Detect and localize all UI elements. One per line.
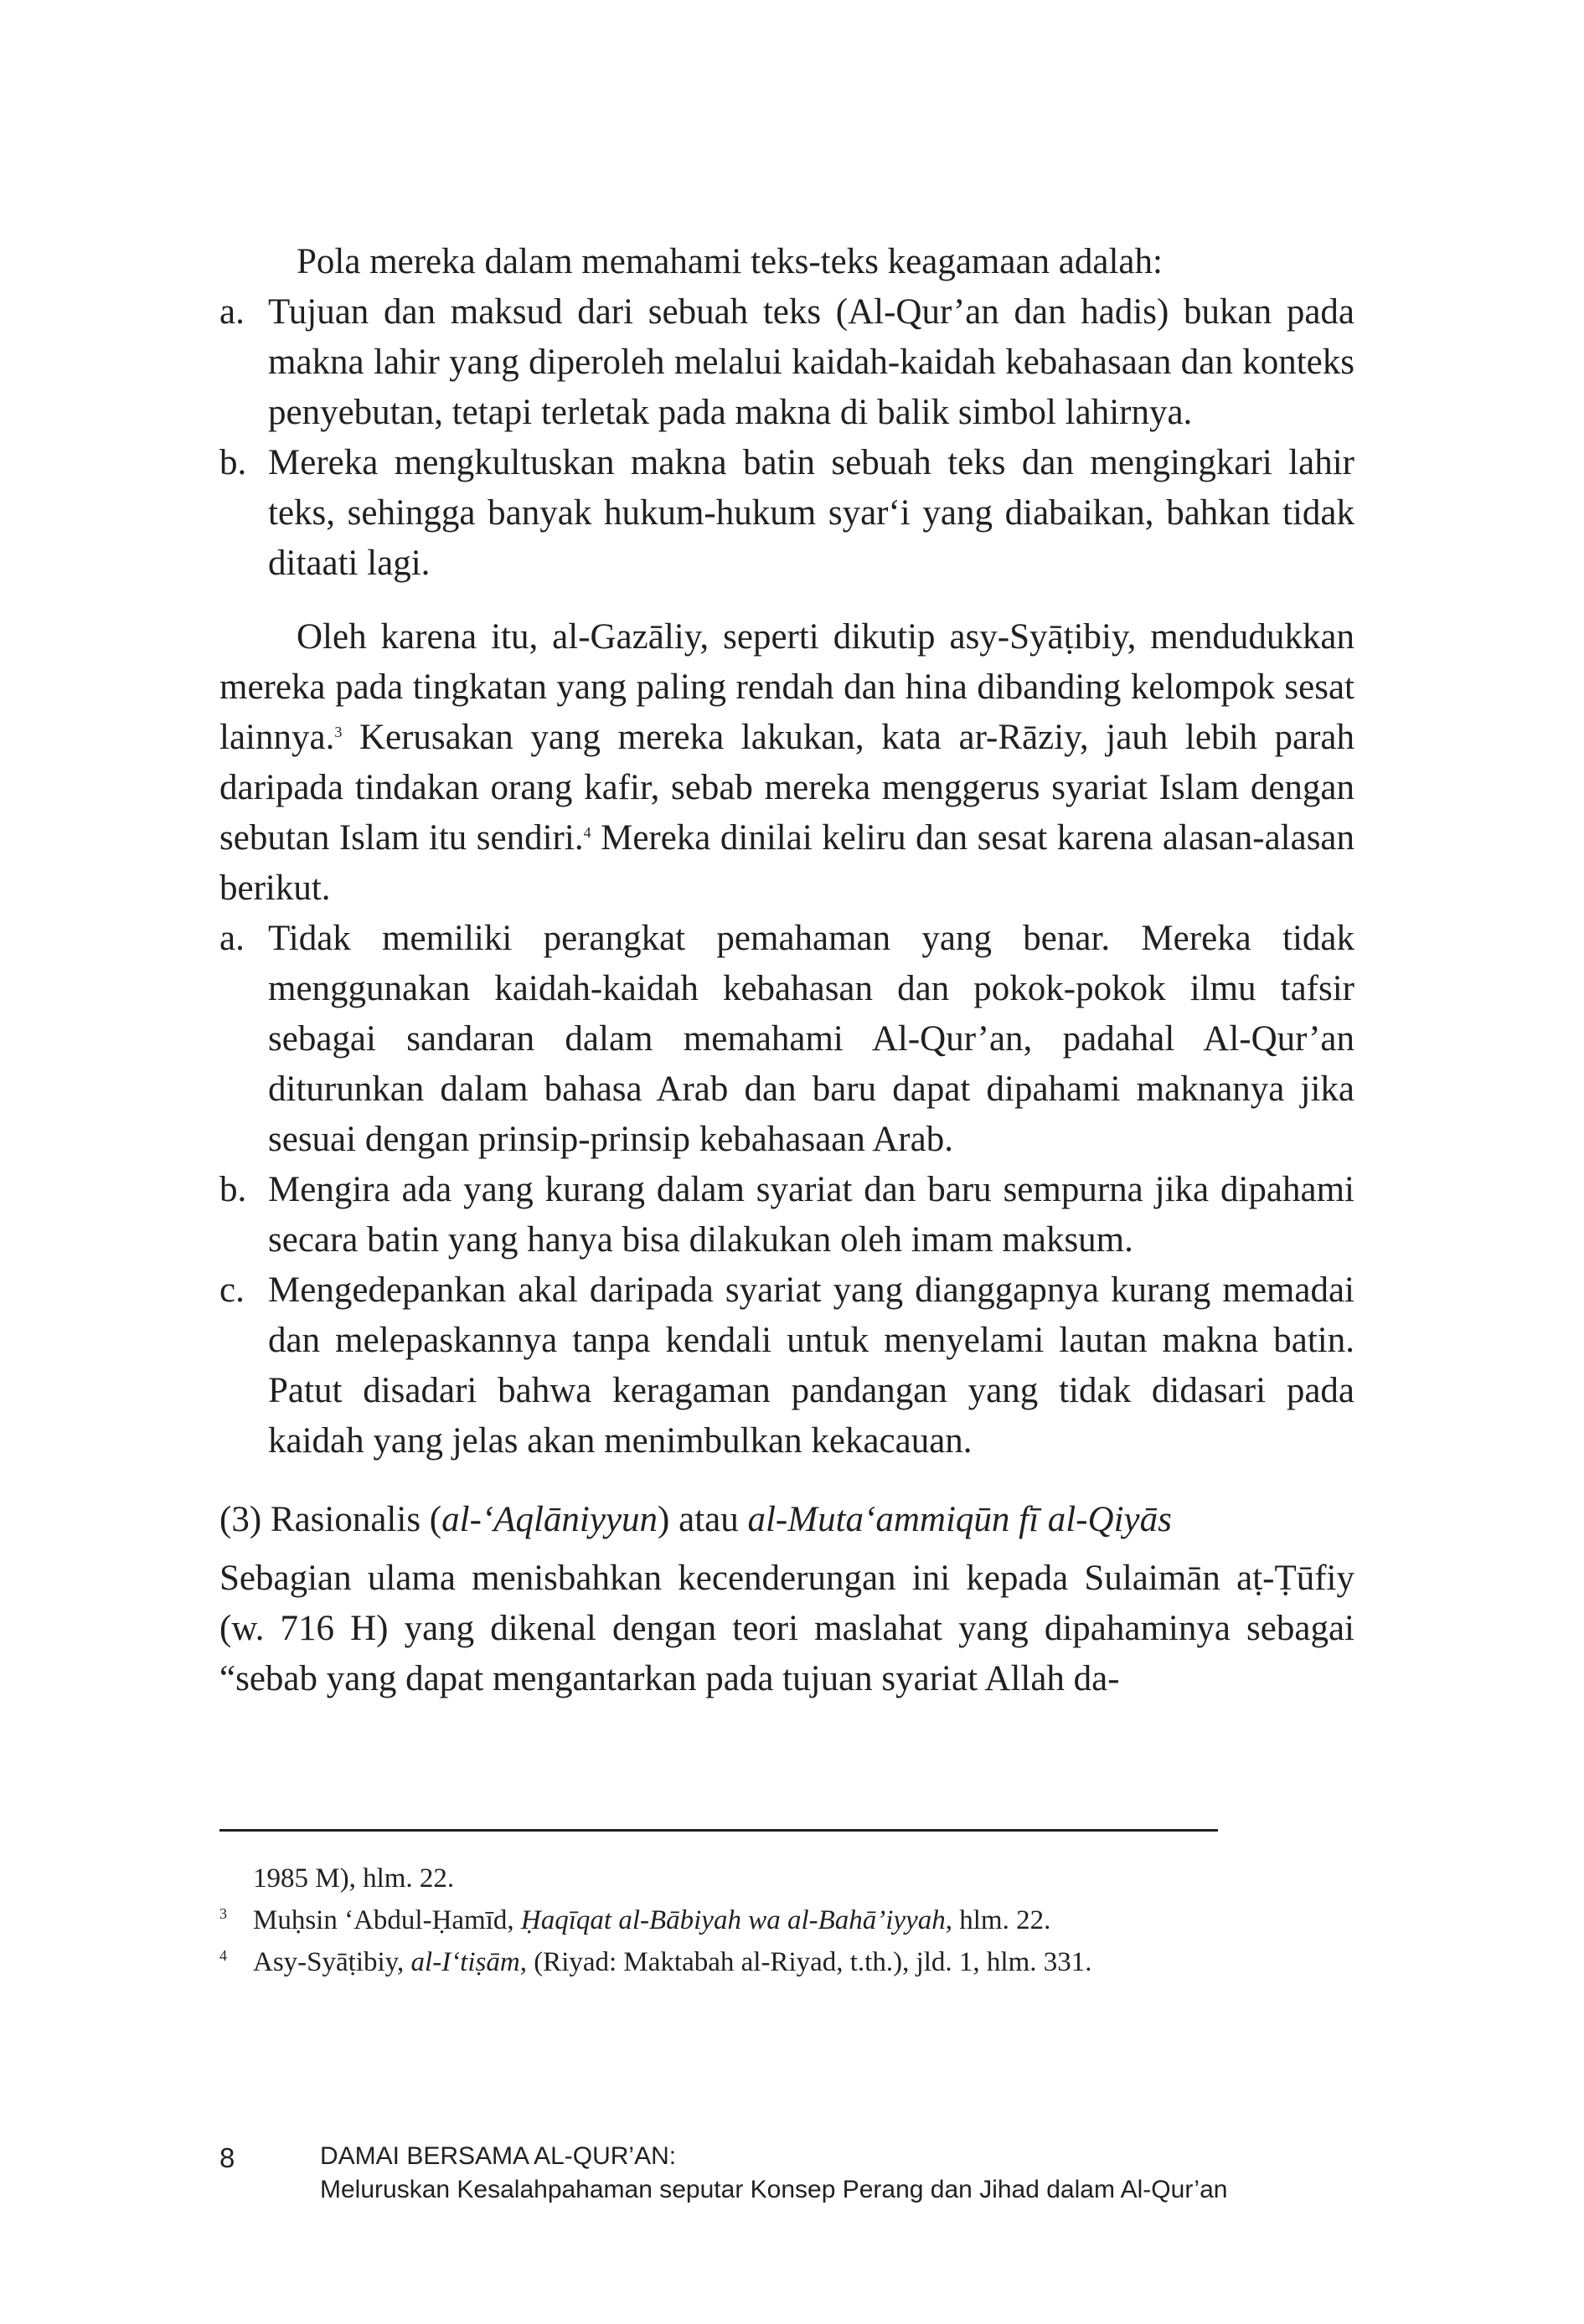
book-subtitle: Meluruskan Kesalahpahaman seputar Konsep Perang dan Jihad dalam Al-Qur’an <box>320 2176 1228 2203</box>
footnote-continued <box>219 1858 1308 1899</box>
footnote-text: , (Riyad: Maktabah al-Riyad, t.th.), jld. 1, hlm. 331. <box>519 1947 1092 1977</box>
footnote-ref-3[interactable]: 3 <box>334 724 343 740</box>
page-number: 8 <box>219 2142 235 2173</box>
footnote-number: 3 <box>219 1905 227 1922</box>
characteristics-list <box>219 287 1354 589</box>
section-paragraph: Sebagian ulama menisbahkan kecenderungan ini kepada Sulaimān aṭ-Ṭūfiy (w. 716 H) yang dikenal dengan teori maslahat yang dipahaminya sebagai “sebab yang dapat mengantarkan pada tujuan syariat Allah da- <box>219 1559 1354 1698</box>
spacer <box>219 589 1354 612</box>
footnote-title: Ḥaqīqat al-Bābiyah wa al-Bahā’iyyah <box>520 1905 946 1935</box>
intro-paragraph: Pola mereka dalam memahami teks-teks keagamaan adalah: <box>297 242 1163 281</box>
list-item-text: Mereka mengkultuskan makna batin sebuah teks dan mengingkari lahir teks, sehingga banyak hukum-hukum syar‘i yang diabaikan, bahkan tidak ditaati lagi. <box>268 443 1354 583</box>
list-marker: a. <box>219 919 245 958</box>
footnote-text: Asy-Syāṭibiy, <box>253 1947 411 1977</box>
section-heading <box>219 1495 1354 1545</box>
paragraph-text: Oleh karena itu, al-Gazāliy, seperti dikutip asy-Syāṭibiy, mendudukkan mereka pada tingkatan yang paling rendah dan hina dibanding kelompok sesat lainnya. <box>219 617 1354 757</box>
list-item-text: Tidak memiliki perangkat pemahaman yang benar. Mereka tidak menggunakan kaidah-kaidah kebahasan dan pokok-pokok ilmu tafsir sebagai sandaran dalam memahami Al-Qur’an, padahal Al-Qur’an diturunkan dalam bahasa Arab dan baru dapat dipahami maknanya jika sesuai dengan prinsip-prinsip kebahasaan Arab. <box>268 919 1354 1159</box>
running-footer <box>320 2140 1409 2207</box>
footnote-text: Muḥsin ‘Abdul-Ḥamīd, <box>253 1905 521 1935</box>
paragraph-text: Mereka dinilai keliru dan sesat karena alasan-alasan berikut. <box>219 818 1355 908</box>
list-marker: b. <box>219 1170 247 1209</box>
footnote-ref-4[interactable]: 4 <box>583 824 591 841</box>
list-marker: b. <box>219 443 247 482</box>
list-marker: c. <box>219 1270 245 1310</box>
footnote-text: 1985 M), hlm. 22. <box>253 1863 455 1894</box>
footnote-text: , hlm. 22. <box>945 1905 1051 1935</box>
paragraph-text: Kerusakan yang mereka lakukan, kata ar-Rāziy, jauh lebih parah daripada tindakan orang kafir, sebab mereka menggerus syariat Islam dengan sebutan Islam itu sendiri. <box>219 718 1354 858</box>
main-text <box>219 237 1354 1704</box>
footnote-title: al-I‘tiṣām <box>410 1947 520 1977</box>
heading-term: al-‘Aqlāniyyun <box>441 1500 658 1539</box>
list-marker: a. <box>219 292 245 332</box>
heading-term: al-Muta‘ammiqūn fī al-Qiyās <box>747 1500 1172 1539</box>
footnote-4 <box>219 1941 1308 1983</box>
heading-text: (3) Rasionalis ( <box>219 1500 442 1539</box>
list-item <box>219 438 1354 589</box>
footnote-number: 4 <box>219 1947 227 1964</box>
list-item <box>219 1265 1354 1466</box>
footnote-divider <box>219 1829 1218 1832</box>
footnote-3 <box>219 1899 1308 1941</box>
footnotes <box>219 1858 1308 1983</box>
reasons-list <box>219 914 1354 1466</box>
book-title: DAMAI BERSAMA AL-QUR’AN: <box>320 2142 677 2170</box>
list-item <box>219 914 1354 1165</box>
list-item-text: Tujuan dan maksud dari sebuah teks (Al-Qur’an dan hadis) bukan pada makna lahir yang diperoleh melalui kaidah-kaidah kebahasaan dan konteks penyebutan, tetapi terletak pada makna di balik simbol lahirnya. <box>268 292 1354 432</box>
argument-paragraph <box>219 612 1354 914</box>
list-item <box>219 287 1354 438</box>
heading-text: ) atau <box>658 1500 748 1539</box>
list-item-text: Mengira ada yang kurang dalam syariat dan baru sempurna jika dipahami secara batin yang hanya bisa dilakukan oleh imam maksum. <box>268 1170 1354 1260</box>
list-item-text: Mengedepankan akal daripada syariat yang dianggapnya kurang memadai dan melepaskannya tanpa kendali untuk menyelami lautan makna batin. Patut disadari bahwa keragaman pandangan yang tidak didasari pada kaidah yang jelas akan menimbulkan kekacauan. <box>268 1270 1354 1461</box>
list-item <box>219 1165 1354 1265</box>
